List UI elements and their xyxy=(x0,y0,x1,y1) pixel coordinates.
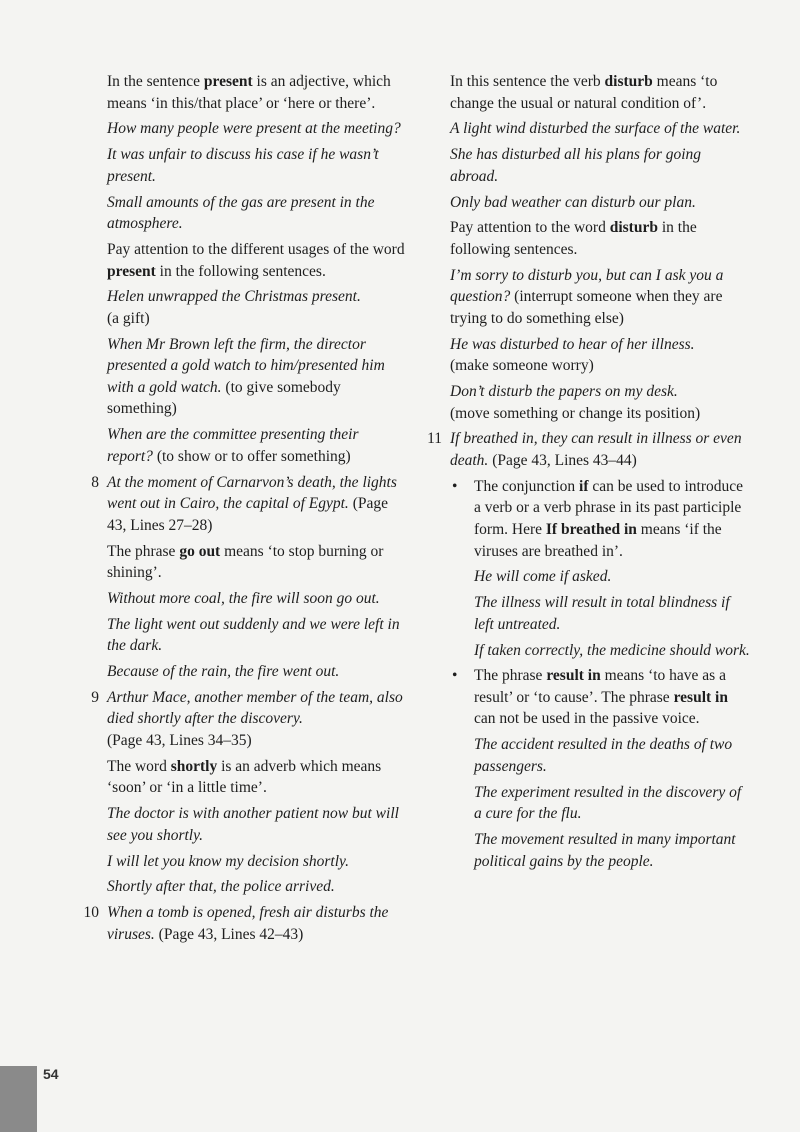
item-number: 8 xyxy=(91,473,99,491)
item-number: 10 xyxy=(83,904,99,922)
example-sentence xyxy=(107,803,407,846)
bold-term: disturb xyxy=(609,219,658,237)
page-number: 54 xyxy=(43,1066,59,1082)
italic-text: At the moment of Carnarvon’s death, the lights went out in Cairo, the capital of Egypt. xyxy=(107,473,397,513)
text: (Page 43, Lines 27–28) xyxy=(107,495,388,534)
example-sentence xyxy=(107,588,407,610)
paragraph xyxy=(107,756,407,799)
bullet-icon: • xyxy=(452,667,458,685)
bold-term: present xyxy=(203,73,253,90)
text: (a gift) xyxy=(107,309,150,327)
example-sentence xyxy=(450,192,750,214)
italic-text: The doctor is with another patient now but will see you shortly. xyxy=(107,805,399,844)
paragraph xyxy=(450,71,750,114)
text: The word xyxy=(107,757,171,775)
italic-text: Small amounts of the gas are present in the atmosphere. xyxy=(107,193,375,233)
text: (Page 43, Lines 42–43) xyxy=(154,925,304,943)
example-sentence xyxy=(107,661,407,683)
right-column xyxy=(427,71,750,876)
text: Pay attention to the word xyxy=(450,219,610,237)
text: means ‘to change the usual or natural condition of’. xyxy=(450,73,718,112)
italic-text: Without more coal, the fire will soon go out. xyxy=(107,589,380,607)
example-sentence xyxy=(450,566,750,588)
italic-text: Only bad weather can disturb our plan. xyxy=(450,193,696,211)
text: can not be used in the passive voice. xyxy=(474,710,700,728)
text: The phrase xyxy=(474,667,547,685)
bullet-icon: • xyxy=(452,477,458,495)
example-sentence xyxy=(450,118,750,140)
text: The phrase xyxy=(107,542,180,560)
italic-text: Shortly after that, the police arrived. xyxy=(107,878,335,896)
paragraph xyxy=(107,541,407,584)
text: is an adjective, which means ‘in this/that place’ or ‘here or there’. xyxy=(107,73,391,112)
italic-text: How many people were present at the meeting? xyxy=(107,120,401,138)
text: in the following sentences. xyxy=(155,262,326,280)
bold-term: disturb xyxy=(604,73,653,90)
example-sentence xyxy=(107,334,407,420)
italic-text: I will let you know my decision shortly. xyxy=(107,852,349,870)
italic-text: A light wind disturbed the surface of the water. xyxy=(450,120,741,138)
italic-text: He was disturbed to hear of her illness. xyxy=(450,335,695,353)
italic-text: The illness will result in total blindness if left untreated. xyxy=(474,594,730,633)
numbered-item xyxy=(91,472,407,537)
item-number: 11 xyxy=(427,430,442,448)
numbered-item xyxy=(91,687,407,752)
example-sentence xyxy=(450,734,750,777)
text: (to show or to offer something) xyxy=(152,447,351,465)
text: In the sentence xyxy=(107,73,204,90)
italic-text: Don’t disturb the papers on my desk. xyxy=(450,383,678,401)
example-sentence xyxy=(450,829,750,872)
italic-text: Helen unwrapped the Christmas present. xyxy=(107,288,361,306)
bold-term: if xyxy=(579,477,589,495)
italic-text: Because of the rain, the fire went out. xyxy=(107,663,340,681)
paragraph xyxy=(107,71,407,114)
bullet-item xyxy=(450,476,750,562)
text: (Page 43, Lines 43–44) xyxy=(488,452,637,469)
italic-text: He will come if asked. xyxy=(474,568,612,586)
text: Pay attention to the different usages of the word xyxy=(107,240,405,258)
italic-text: When are the committee presenting their report? xyxy=(107,426,359,465)
bold-term: result in xyxy=(673,688,728,706)
text: (Page 43, Lines 34–35) xyxy=(107,732,252,750)
text: The conjunction xyxy=(474,477,580,495)
paragraph xyxy=(107,239,407,282)
italic-text: When a tomb is opened, fresh air disturbs the viruses. xyxy=(107,904,389,943)
text: (interrupt someone when they are trying to do something else) xyxy=(450,288,723,327)
example-sentence xyxy=(107,614,407,657)
left-column xyxy=(83,71,407,950)
italic-text: The accident resulted in the deaths of two passengers. xyxy=(474,736,733,775)
numbered-item xyxy=(83,902,407,945)
bullet-item xyxy=(450,665,750,730)
italic-text: When Mr Brown left the firm, the director presented a gold watch to him/presented him with a gold watch. xyxy=(107,335,385,396)
text: means ‘if the viruses are breathed in’. xyxy=(474,520,722,560)
example-sentence xyxy=(107,851,407,873)
item-number: 9 xyxy=(91,688,99,706)
text: can be used to introduce a verb or a verb phrase in its past participle form. Here xyxy=(474,477,744,538)
italic-text: She has disturbed all his plans for going abroad. xyxy=(450,146,702,185)
italic-text: The light went out suddenly and we were left in the dark. xyxy=(107,615,400,655)
example-sentence xyxy=(450,640,750,662)
text: means ‘to have as a result’ or ‘to cause’. The phrase xyxy=(474,667,726,706)
italic-text: If taken correctly, the medicine should work. xyxy=(474,641,750,659)
numbered-item xyxy=(427,428,750,471)
text: is an adverb which means ‘soon’ or ‘in a little time’. xyxy=(107,757,382,797)
example-sentence xyxy=(107,286,407,329)
italic-text: If breathed in, they can result in illness or even death. xyxy=(450,430,742,469)
example-sentence xyxy=(450,334,750,377)
bold-term: go out xyxy=(179,542,221,560)
example-sentence xyxy=(107,192,407,235)
text: (make someone worry) xyxy=(450,357,594,375)
paragraph xyxy=(450,217,750,260)
bold-term: present xyxy=(107,262,156,280)
example-sentence xyxy=(107,424,407,467)
text: (to give somebody something) xyxy=(107,378,341,418)
example-sentence xyxy=(107,144,407,187)
italic-text: I’m sorry to disturb you, but can I ask you a question? xyxy=(450,266,724,306)
example-sentence xyxy=(450,592,750,635)
page-tab xyxy=(0,1066,37,1132)
text: (move something or change its position) xyxy=(450,404,701,422)
text: means ‘to stop burning or shining’. xyxy=(107,542,384,582)
example-sentence xyxy=(450,144,750,187)
bold-term: If breathed in xyxy=(545,520,637,538)
example-sentence xyxy=(107,118,407,140)
italic-text: The movement resulted in many important political gains by the people. xyxy=(474,831,736,870)
example-sentence xyxy=(107,876,407,898)
italic-text: It was unfair to discuss his case if he wasn’t present. xyxy=(107,146,379,185)
text: in the following sentences. xyxy=(450,219,697,258)
bold-term: shortly xyxy=(170,757,218,775)
italic-text: Arthur Mace, another member of the team, also died shortly after the discovery. xyxy=(107,688,403,728)
example-sentence xyxy=(450,381,750,424)
italic-text: The experiment resulted in the discovery of a cure for the flu. xyxy=(474,783,742,823)
example-sentence xyxy=(450,265,750,330)
bold-term: result in xyxy=(546,667,601,685)
example-sentence xyxy=(450,782,750,825)
text: In this sentence the verb xyxy=(450,73,605,90)
